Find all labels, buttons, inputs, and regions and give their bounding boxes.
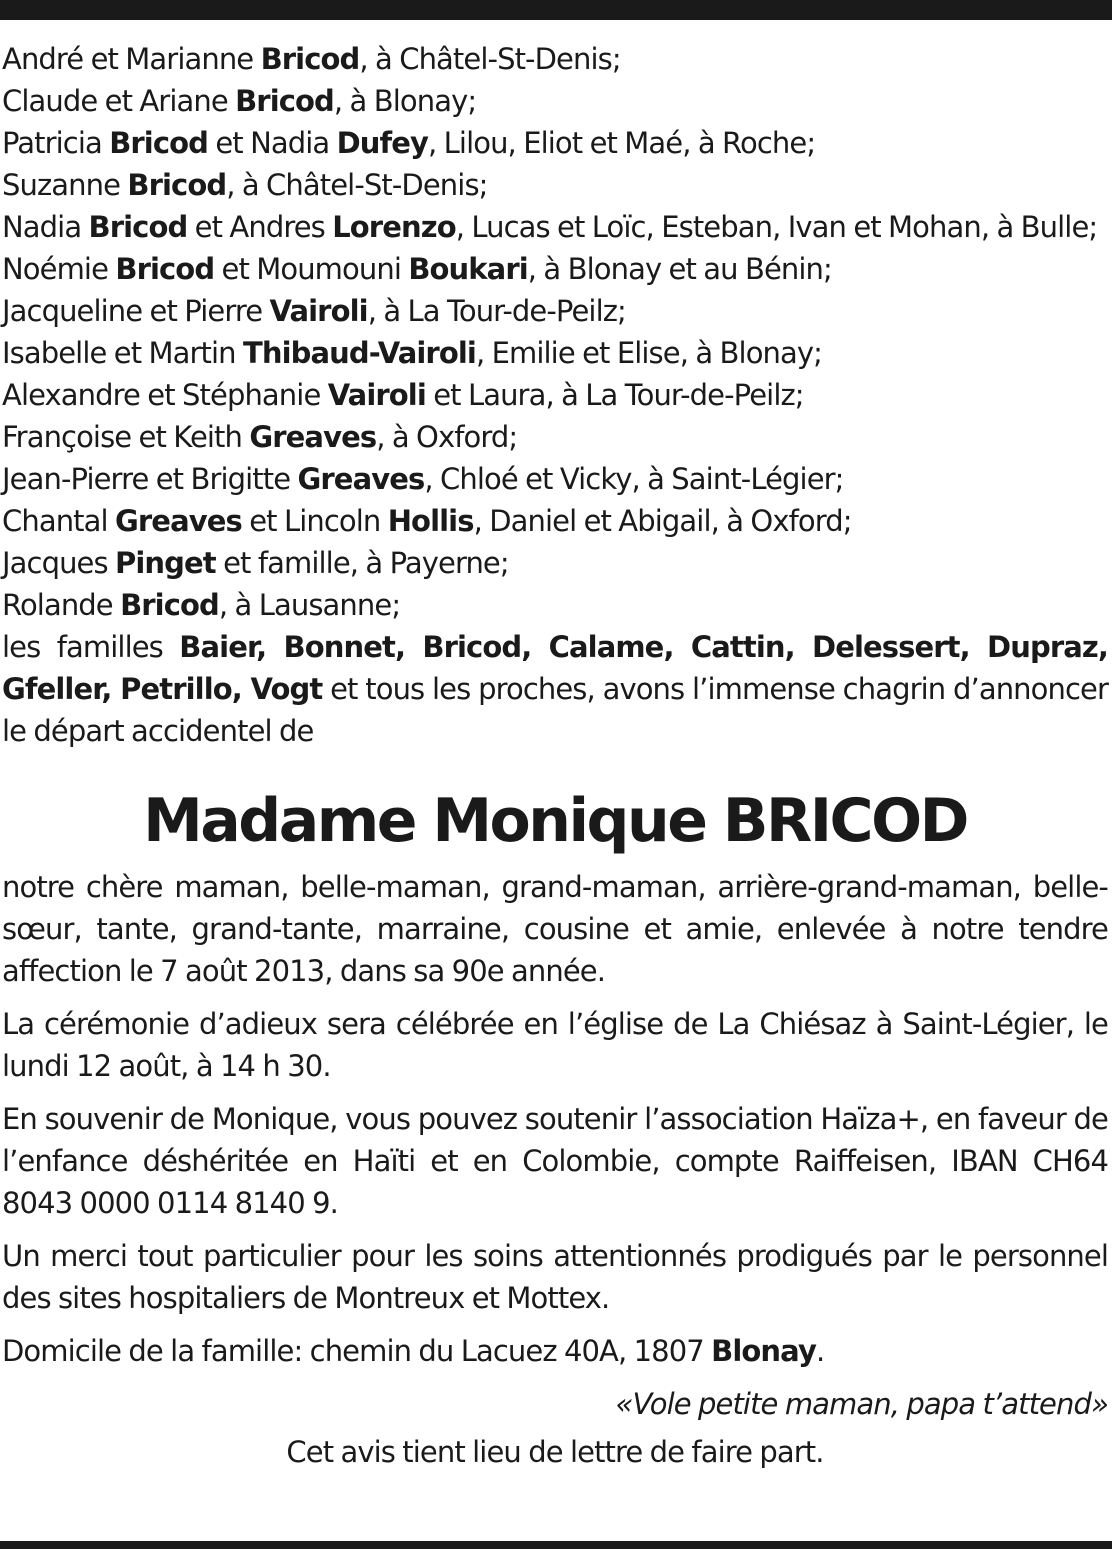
surname: Greaves — [249, 420, 377, 454]
domicile-line — [2, 1330, 1108, 1372]
surname: Baier, Bonnet, Bricod, Calame, Cattin, Delessert, Dupraz, Gfeller, Petrillo, Vogt — [2, 630, 1108, 706]
surname: Bricod — [88, 210, 188, 244]
text-run: Jean-Pierre et Brigitte — [2, 462, 298, 496]
family-member-line — [2, 38, 1108, 80]
text-run: Claude et Ariane — [2, 84, 236, 118]
text-run: Jacques — [2, 546, 116, 580]
surname: Boukari — [408, 252, 528, 286]
surname: Bricod — [260, 42, 360, 76]
obituary-notice — [2, 38, 1108, 1473]
text-run: Domicile de la famille: chemin du Lacuez 40A, 1807 — [2, 1334, 712, 1368]
text-run: Suzanne — [2, 168, 128, 202]
deceased-name: Madame Monique BRICOD — [143, 786, 967, 856]
surname: Dufey — [336, 126, 429, 160]
text-run: et tous les proches, avons l’immense chagrin d’annoncer le départ accidentel de — [2, 672, 1108, 748]
text-run: , Emilie et Elise, à Blonay; — [475, 336, 823, 370]
text-run: , Chloé et Vicky, à Saint-Légier; — [424, 462, 844, 496]
surname: Pinget — [115, 546, 216, 580]
text-run: . — [815, 1334, 825, 1368]
donation-paragraph: En souvenir de Monique, vous pouvez soutenir l’association Haïza+, en faveur de l’enfance déshéritée en Haïti et en Colombie, compte Raiffeisen, IBAN CH64 8043 0000 0114 8140 9. — [2, 1102, 1108, 1220]
surname: Bricod — [109, 126, 209, 160]
family-list — [2, 38, 1108, 626]
text-run: , Lilou, Eliot et Maé, à Roche; — [428, 126, 816, 160]
surname: Hollis — [387, 504, 474, 538]
surname: Greaves — [115, 504, 242, 538]
family-member-line — [2, 584, 1108, 626]
text-run: Noémie — [2, 252, 116, 286]
surname: Bricod — [235, 84, 334, 118]
text-run: , à Châtel-St-Denis; — [359, 42, 621, 76]
ceremony-paragraph: La cérémonie d’adieux sera célébrée en l’église de La Chiésaz à Saint-Légier, le lundi 12 août, à 14 h 30. — [2, 1007, 1108, 1083]
text-run: et Lincoln — [241, 504, 388, 538]
family-member-line — [2, 290, 1108, 332]
family-member-line — [2, 122, 1108, 164]
bottom-rule — [0, 1541, 1112, 1549]
text-run: Nadia — [2, 210, 89, 244]
family-member-line — [2, 500, 1108, 542]
text-run: Isabelle et Martin — [2, 336, 243, 370]
text-run: les familles — [2, 630, 180, 664]
family-member-line — [2, 416, 1108, 458]
motto: «Vole petite maman, papa t’attend» — [615, 1387, 1108, 1421]
surname: Bricod — [127, 168, 227, 202]
text-run: , Daniel et Abigail, à Oxford; — [473, 504, 852, 538]
surname: Vairoli — [327, 378, 426, 412]
surname: Vairoli — [269, 294, 368, 328]
family-member-line — [2, 458, 1108, 500]
families-announcement — [2, 626, 1108, 752]
top-rule — [0, 0, 1112, 20]
text-run: et Laura, à La Tour-de-Peilz; — [425, 378, 804, 412]
family-member-line — [2, 80, 1108, 122]
surname: Blonay — [711, 1334, 816, 1368]
text-run: Jacqueline et Pierre — [2, 294, 270, 328]
text-run: Alexandre et Stéphanie — [2, 378, 328, 412]
text-run: , à Blonay; — [333, 84, 477, 118]
surname: Greaves — [297, 462, 425, 496]
family-member-line — [2, 206, 1108, 248]
relationship-paragraph: notre chère maman, belle-maman, grand-maman, arrière-grand-maman, belle-sœur, tante, grand-tante, marraine, cousine et amie, enlevée à notre tendre affection le 7 août 2013, dans sa 90e année. — [2, 870, 1108, 988]
text-run: et Andres — [187, 210, 333, 244]
family-member-line — [2, 332, 1108, 374]
family-member-line — [2, 542, 1108, 584]
surname: Thibaud-Vairoli — [242, 336, 476, 370]
text-run: et famille, à Payerne; — [215, 546, 509, 580]
thanks-paragraph: Un merci tout particulier pour les soins attentionnés prodigués par le personnel des sites hospitaliers de Montreux et Mottex. — [2, 1239, 1108, 1315]
text-run: , Lucas et Loïc, Esteban, Ivan et Mohan, à Bulle; — [455, 210, 1098, 244]
text-run: Françoise et Keith — [2, 420, 250, 454]
text-run: Rolande — [2, 588, 121, 622]
text-run: et Nadia — [208, 126, 337, 160]
notice-line: Cet avis tient lieu de lettre de faire part. — [286, 1435, 824, 1469]
text-run: Patricia — [2, 126, 110, 160]
text-run: , à Oxford; — [376, 420, 518, 454]
text-run: et Moumouni — [214, 252, 409, 286]
text-run: , à La Tour-de-Peilz; — [367, 294, 626, 328]
family-member-line — [2, 248, 1108, 290]
text-run: , à Châtel-St-Denis; — [226, 168, 488, 202]
text-run: André et Marianne — [2, 42, 261, 76]
family-member-line — [2, 374, 1108, 416]
text-run: , à Lausanne; — [218, 588, 401, 622]
surname: Lorenzo — [332, 210, 456, 244]
text-run: Chantal — [2, 504, 115, 538]
family-member-line — [2, 164, 1108, 206]
text-run: , à Blonay et au Bénin; — [527, 252, 832, 286]
surname: Bricod — [115, 252, 215, 286]
surname: Bricod — [120, 588, 219, 622]
